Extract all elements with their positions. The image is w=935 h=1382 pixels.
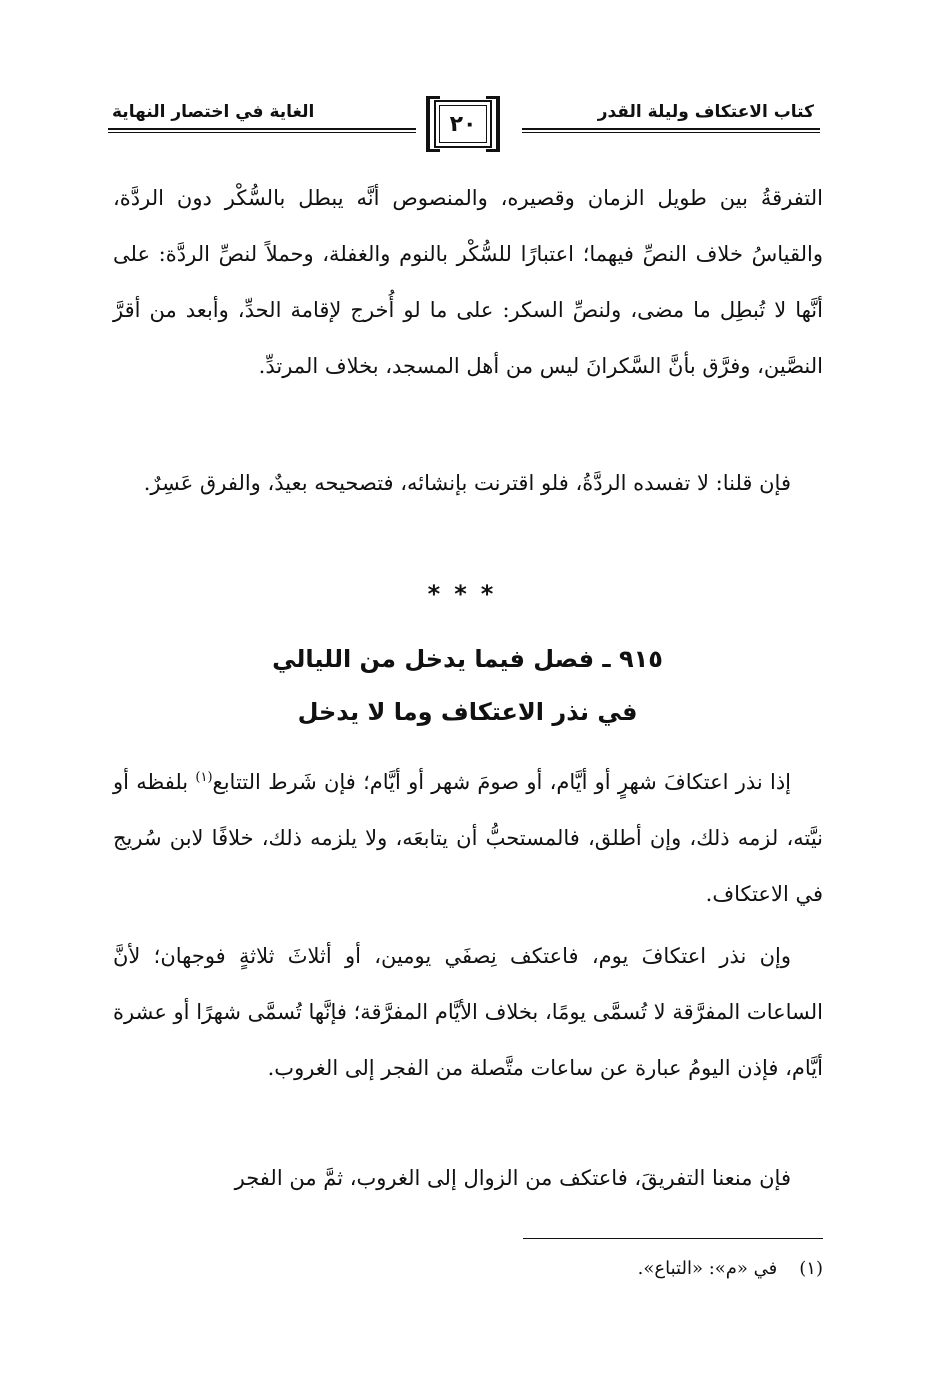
paragraph-1: التفرقةُ بين طويل الزمان وقصيره، والمنصوص أنَّه يبطل بالسُّكْر دون الردَّة، والقياسُ خلاف النصِّ فيهما؛ اعتبارًا للسُّكْر بالنوم والغفلة، وحملاً لنصِّ الردَّة: على أنَّها لا تُبطِل ما مضى، ولنصِّ السكر: على ما لو أُخرج لإقامة الحدِّ، وأبعد من أقرَّ النصَّين، وفرَّق بأنَّ السَّكرانَ ليس من أهل المسجد، بخلاف المرتدِّ. — [113, 186, 823, 378]
frame-cap — [486, 149, 500, 152]
frame-cap — [426, 149, 440, 152]
section-heading-line-1: ٩١٥ ـ فصل فيما يدخل من الليالي — [272, 645, 663, 673]
page-number-frame — [426, 96, 500, 152]
footnote — [638, 1258, 823, 1279]
frame-bar-left — [426, 96, 430, 152]
paragraph-5: فإن منعنا التفريقَ، فاعتكف من الزوال إلى الغروب، ثمَّ من الفجر — [234, 1166, 791, 1190]
header-rule-right — [522, 128, 820, 133]
frame-cap — [486, 96, 500, 99]
footnote-number: (١) — [799, 1258, 823, 1279]
paragraph-4: وإن نذر اعتكافَ يوم، فاعتكف نِصفَي يومين، أو أثلاثَ ثلاثةٍ فوجهان؛ لأنَّ الساعات المفرَّقة لا تُسمَّى يومًا، بخلاف الأيَّام المفرَّقة؛ فإنَّها تُسمَّى شهرًا أو عشرة أيَّام، فإذن اليومُ عبارة عن ساعات متَّصلة من الفجر إلى الغروب. — [113, 944, 823, 1080]
chapter-title: كتاب الاعتكاف وليلة القدر — [597, 102, 814, 122]
header-rule-left — [108, 128, 416, 133]
paragraph-3-text-b: بلفظه أو نيَّته، لزمه ذلك، وإن أطلق، فالمستحبُّ أن يتابعَه، ولا يلزمه ذلك، خلافًا لابن سُريج في الاعتكاف. — [113, 770, 823, 906]
book-title: الغاية في اختصار النهاية — [112, 102, 315, 122]
footnote-reference[interactable]: (١) — [195, 770, 213, 785]
paragraph-3-text-a: إذا نذر اعتكافَ شهرٍ أو أيَّام، أو صومَ شهر أو أيَّام؛ فإن شَرط التتابع — [212, 770, 792, 794]
section-divider-stars: *** — [427, 580, 508, 608]
paragraph-3 — [113, 754, 823, 922]
paragraph-2: فإن قلنا: لا تفسده الردَّةُ، فلو اقترنت بإنشائه، فتصحيحه بعيدٌ، والفرق عَسِرٌ. — [143, 471, 791, 495]
footnote-separator — [523, 1238, 823, 1239]
frame-bar-right — [496, 96, 500, 152]
running-header — [108, 88, 820, 158]
page-number: ٢٠ — [434, 100, 492, 148]
frame-cap — [426, 96, 440, 99]
footnote-text: في «م»: «التباع». — [637, 1258, 778, 1279]
section-heading-line-2: في نذر الاعتكاف وما لا يدخل — [297, 698, 638, 726]
